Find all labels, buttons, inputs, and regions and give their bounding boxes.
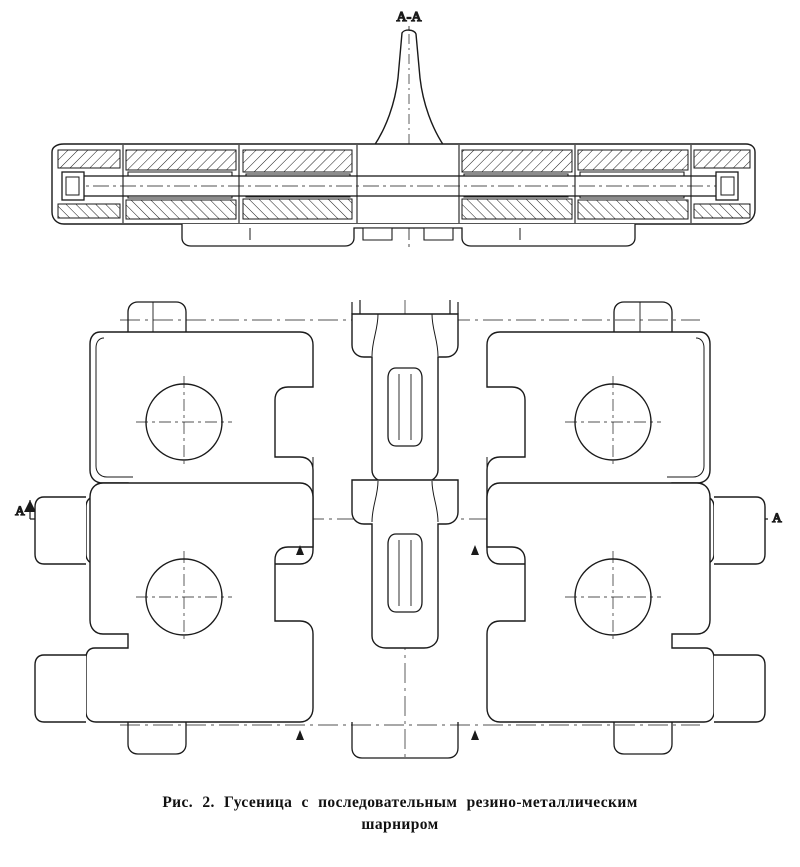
hatch-region-center-right-upper (462, 150, 572, 172)
hatch-region-right-upper (694, 150, 750, 168)
hatch-region-center-left-lower (243, 199, 352, 219)
hatch-region-center-right-lower (462, 199, 572, 219)
upper-left-lug (128, 302, 186, 332)
detail-arrow-lower-left (296, 730, 304, 740)
section-mark-right-label: А (772, 510, 782, 525)
figure-caption-line-2: шарниром (361, 816, 439, 834)
shoe-pad-right (424, 228, 453, 240)
figure-caption (0, 792, 800, 837)
section-mark-left-label: А (15, 503, 25, 518)
hatch-region-mid-right-upper (578, 150, 688, 170)
hatch-region-left-upper (58, 150, 120, 168)
lower-left-bottom-lug (128, 722, 186, 754)
lower-right-shoe-flange (714, 655, 765, 722)
hatch-region-center-left-upper (243, 150, 352, 172)
lower-guide-horn-slot (388, 534, 422, 612)
pin-seal-left (66, 177, 79, 195)
section-view-group (52, 10, 755, 247)
lower-left-shoe-flange (35, 655, 86, 722)
figure-caption-line-1: Рис. 2. Гусеница с последовательным резино-металлическим (162, 794, 638, 811)
detail-arrow-upper-right (471, 545, 479, 555)
upper-right-shoe-flange (714, 497, 765, 564)
lower-right-bottom-lug (614, 722, 672, 754)
upper-guide-horn-slot (388, 368, 422, 446)
upper-right-lug (614, 302, 672, 332)
detail-arrow-lower-right (471, 730, 479, 740)
hatch-region-mid-right-lower (578, 200, 688, 219)
hatch-region-mid-left-upper (126, 150, 236, 170)
hatch-region-left-lower (58, 204, 120, 218)
plan-view-group (15, 300, 782, 760)
upper-left-shoe-flange (35, 497, 86, 564)
shoe-pad-left (363, 228, 392, 240)
section-title-label: А-А (396, 10, 422, 25)
hatch-region-right-lower (694, 204, 750, 218)
hatch-region-mid-left-lower (126, 200, 236, 219)
pin-seal-right (721, 177, 734, 195)
